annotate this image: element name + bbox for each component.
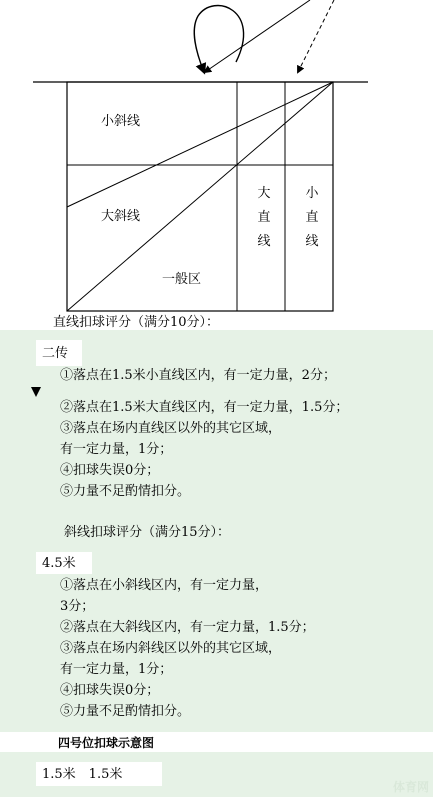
straight-item: ③落点在场内直线区以外的其它区域， bbox=[60, 421, 282, 436]
diagonal-item: ②落点在大斜线区内，有一定力量，1.5分； bbox=[60, 620, 315, 635]
straight-item: ⑤力量不足酌情扣分。 bbox=[60, 484, 191, 499]
bottom-label: 1.5米 1.5米 bbox=[42, 767, 123, 782]
small-straight-label bbox=[304, 182, 320, 254]
small-straight-char: 直 bbox=[305, 210, 319, 225]
diagonal-item: 3分； bbox=[60, 599, 95, 614]
diagonal-item: 有一定力量，1分； bbox=[60, 662, 173, 677]
small-diagonal-line bbox=[67, 82, 333, 207]
court-diagram bbox=[0, 0, 433, 330]
straight-item: ④扣球失误0分； bbox=[60, 463, 160, 478]
straight-item: ①落点在1.5米小直线区内，有一定力量，2分； bbox=[60, 368, 336, 383]
big-straight-label bbox=[256, 182, 272, 254]
diagonal-tag: 4.5米 bbox=[42, 556, 76, 571]
watermark: 体育网 bbox=[392, 780, 429, 794]
big-straight-char: 大 bbox=[257, 186, 271, 201]
dashed-line-arrow bbox=[298, 0, 334, 72]
attack-line-arrow bbox=[205, 0, 310, 72]
small-straight-char: 线 bbox=[305, 234, 319, 249]
general-zone-label: 一般区 bbox=[162, 272, 202, 287]
big-straight-char: 直 bbox=[257, 210, 271, 225]
diagonal-item: ③落点在场内斜线区以外的其它区域， bbox=[60, 641, 282, 656]
small-diagonal-label: 小斜线 bbox=[101, 114, 141, 129]
big-straight-char: 线 bbox=[257, 234, 271, 249]
straight-tag: 二传 bbox=[42, 346, 69, 361]
straight-item: ②落点在1.5米大直线区内，有一定力量，1.5分； bbox=[60, 400, 349, 415]
diagonal-heading: 斜线扣球评分（满分15分）： bbox=[64, 525, 231, 540]
straight-item: 有一定力量，1分； bbox=[60, 442, 173, 457]
big-diagonal-label: 大斜线 bbox=[101, 209, 141, 224]
straight-heading: 直线扣球评分（满分10分）： bbox=[53, 315, 220, 330]
small-straight-char: 小 bbox=[305, 186, 319, 201]
small-down-arrow-icon bbox=[31, 387, 41, 399]
diagonal-item: ④扣球失误0分； bbox=[60, 683, 160, 698]
diagonal-item: ①落点在小斜线区内，有一定力量， bbox=[60, 578, 269, 593]
diagonal-item: ⑤力量不足酌情扣分。 bbox=[60, 704, 191, 719]
figure-title: 四号位扣球示意图 bbox=[58, 736, 155, 750]
